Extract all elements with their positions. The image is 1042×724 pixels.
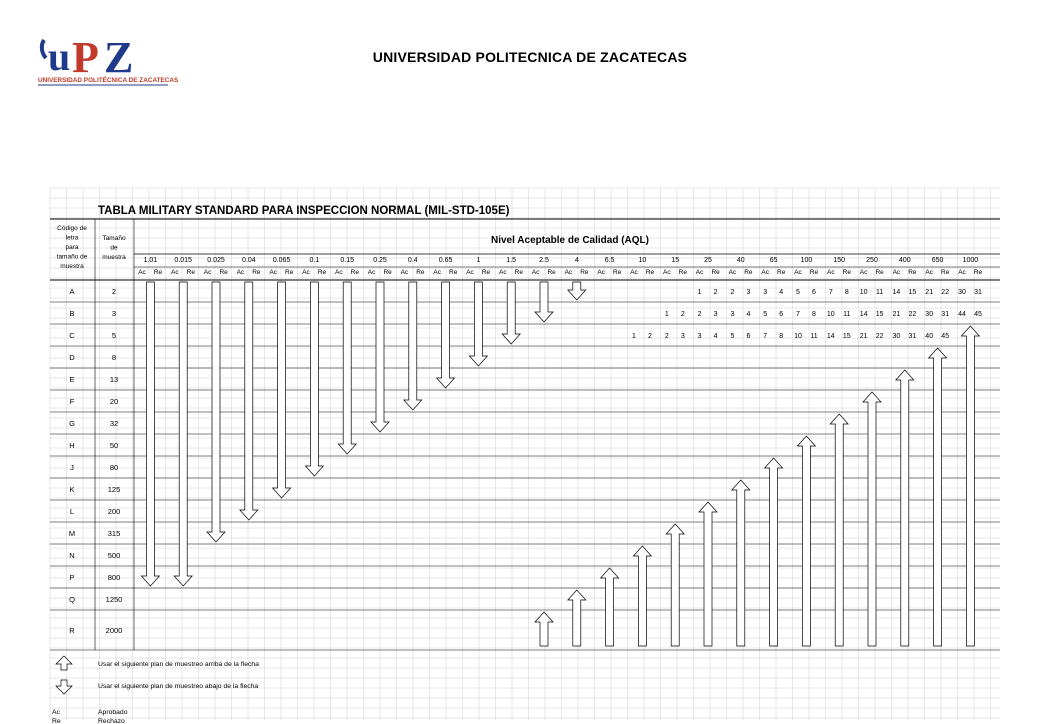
acre-value: 8 xyxy=(779,333,784,340)
aql-level: 6.5 xyxy=(604,257,615,264)
sample-size: 32 xyxy=(109,419,119,428)
aql-level: 1.5 xyxy=(506,257,517,264)
ac-label: Ac xyxy=(597,269,605,276)
ac-label: Ac xyxy=(761,269,769,276)
aql-level: 65 xyxy=(769,257,778,264)
acre-value: 5 xyxy=(763,311,768,318)
re-label: Re xyxy=(547,269,556,276)
sample-size: 200 xyxy=(107,507,121,516)
re-label: Re xyxy=(252,269,261,276)
up-arrow-icon xyxy=(863,392,881,646)
aql-level: 1.01 xyxy=(143,257,158,264)
acre-value: 15 xyxy=(875,311,884,318)
legend-up-text: Usar el siguiente plan de muestreo arriba de la flecha xyxy=(98,661,259,668)
sample-size: 5 xyxy=(111,331,117,340)
re-label: Re xyxy=(153,269,163,276)
table-title: TABLA MILITARY STANDARD PARA INSPECCION NORMAL (MIL-STD-105E) xyxy=(98,205,510,217)
acre-value: 30 xyxy=(958,289,966,296)
re-label: Re xyxy=(350,269,359,276)
up-arrow-icon xyxy=(699,502,717,646)
ac-label: Ac xyxy=(794,269,802,276)
aql-level: 400 xyxy=(898,257,911,264)
acre-value: 22 xyxy=(941,289,950,296)
aql-level: 0.025 xyxy=(207,257,225,264)
acre-value: 45 xyxy=(974,311,982,318)
code-letter: E xyxy=(69,375,75,384)
re-label: Re xyxy=(416,269,425,276)
sample-size: 8 xyxy=(111,353,117,362)
acre-value: 10 xyxy=(794,333,802,340)
acre-value: 6 xyxy=(779,311,784,318)
code-letter: P xyxy=(69,573,75,582)
ac-label: Ac xyxy=(138,269,146,276)
size-header-line: de xyxy=(110,244,118,252)
code-letter: R xyxy=(69,626,75,635)
down-arrow-icon xyxy=(371,282,389,432)
acre-value: 6 xyxy=(746,333,751,340)
aql-level: 0.65 xyxy=(438,257,453,264)
acre-value: 15 xyxy=(842,333,851,340)
acre-value: 44 xyxy=(958,311,966,318)
sample-size: 315 xyxy=(107,529,121,538)
up-arrow-icon xyxy=(830,414,848,646)
acre-value: 11 xyxy=(810,333,818,340)
code-letter: K xyxy=(69,485,75,494)
acre-value: 14 xyxy=(859,311,868,318)
acre-value: 7 xyxy=(796,311,800,318)
code-letter: G xyxy=(69,419,75,428)
ac-label: Ac xyxy=(236,269,245,276)
acre-value: 30 xyxy=(925,311,934,318)
ac-label: Ac xyxy=(925,269,933,276)
code-letter: Q xyxy=(69,595,75,604)
aql-level: 0.4 xyxy=(407,257,418,264)
acre-value: 21 xyxy=(859,333,868,340)
logo-caption: UNIVERSIDAD POLITÉCNICA DE ZACATECAS xyxy=(38,77,179,84)
acre-value: 1 xyxy=(664,311,669,318)
acre-value: 10 xyxy=(826,311,835,318)
acre-value: 22 xyxy=(908,311,917,318)
aql-level: 0.065 xyxy=(272,257,291,264)
aql-level: 1 xyxy=(476,257,481,264)
mil-std-table xyxy=(50,188,1000,724)
acre-value: 4 xyxy=(713,333,718,340)
up-arrow-icon xyxy=(568,590,586,646)
acre-value: 5 xyxy=(730,333,735,340)
aql-level: 150 xyxy=(833,257,846,264)
legend-ac-abbr: Ac xyxy=(52,709,60,716)
acre-value: 7 xyxy=(763,333,768,340)
ac-label: Ac xyxy=(433,269,441,276)
ac-label: Ac xyxy=(400,269,409,276)
code-header-line: para xyxy=(65,244,79,251)
mil-std-table-sheet xyxy=(50,188,1000,724)
acre-value: 2 xyxy=(648,333,652,340)
code-letter: M xyxy=(68,529,76,538)
up-arrow-icon xyxy=(797,436,815,646)
re-label: Re xyxy=(514,269,523,276)
ac-label: Ac xyxy=(695,269,704,276)
acre-value: 11 xyxy=(843,311,851,318)
aql-level: 0.015 xyxy=(174,257,192,264)
sample-size: 13 xyxy=(109,375,119,384)
code-letter: C xyxy=(69,331,75,340)
code-letter: J xyxy=(70,463,74,472)
acre-value: 8 xyxy=(844,289,849,296)
down-arrow-icon xyxy=(502,282,520,344)
down-arrow-icon xyxy=(568,282,586,300)
ac-label: Ac xyxy=(203,269,212,276)
code-letter: F xyxy=(69,397,75,406)
code-header-line: muestra xyxy=(60,263,84,270)
re-label: Re xyxy=(219,269,228,276)
re-label: Re xyxy=(285,269,294,276)
down-arrow-icon xyxy=(56,680,72,694)
aql-level: 1000 xyxy=(962,257,979,264)
acre-value: 21 xyxy=(925,289,934,296)
code-letter: A xyxy=(69,287,75,296)
acre-value: 5 xyxy=(796,289,800,296)
code-header-line: tamaño de xyxy=(56,253,88,261)
svg-text:Z: Z xyxy=(104,33,134,82)
acre-value: 2 xyxy=(697,311,702,318)
ac-label: Ac xyxy=(171,269,179,276)
code-header-line: Código de xyxy=(57,225,87,232)
ac-label: Ac xyxy=(663,269,671,276)
aql-level: 10 xyxy=(638,257,647,264)
sample-size: 800 xyxy=(107,573,121,582)
acre-value: 31 xyxy=(974,289,982,296)
sample-size: 2 xyxy=(111,287,117,296)
aql-level: 0.04 xyxy=(241,257,256,264)
re-label: Re xyxy=(744,269,753,276)
legend-re-meaning: Rechazo xyxy=(98,718,125,724)
sample-size: 125 xyxy=(107,485,121,494)
acre-value: 3 xyxy=(746,289,751,296)
acre-value: 3 xyxy=(680,333,685,340)
sample-size: 3 xyxy=(111,309,117,318)
acre-value: 3 xyxy=(697,333,702,340)
ac-label: Ac xyxy=(367,269,376,276)
acre-value: 6 xyxy=(812,289,816,296)
aql-level: 40 xyxy=(736,257,745,264)
up-arrow-icon xyxy=(666,524,684,646)
legend-ac-meaning: Aprobado xyxy=(98,709,128,716)
up-arrow-icon xyxy=(896,370,914,646)
up-arrow-icon xyxy=(961,326,979,646)
aql-level: 2.5 xyxy=(539,257,549,264)
up-arrow-icon xyxy=(56,656,72,670)
acre-value: 1 xyxy=(632,333,636,340)
re-label: Re xyxy=(908,269,917,276)
ac-label: Ac xyxy=(269,269,277,276)
up-arrow-icon xyxy=(732,480,750,646)
ac-label: Ac xyxy=(958,269,966,276)
re-label: Re xyxy=(941,269,950,276)
acre-value: 2 xyxy=(730,289,735,296)
aql-level: 0.1 xyxy=(309,257,320,264)
code-letter: B xyxy=(69,309,75,318)
legend-re-abbr: Re xyxy=(52,718,61,724)
re-label: Re xyxy=(842,269,851,276)
aql-level: 0.25 xyxy=(373,257,387,264)
re-label: Re xyxy=(613,269,622,276)
acre-value: 14 xyxy=(892,289,901,296)
re-label: Re xyxy=(678,269,687,276)
aql-level: 650 xyxy=(931,257,944,264)
re-label: Re xyxy=(875,269,884,276)
aql-level: 250 xyxy=(866,257,878,264)
aql-level: 25 xyxy=(704,257,712,264)
re-label: Re xyxy=(383,269,392,276)
svg-text:P: P xyxy=(72,33,99,82)
aql-level: 100 xyxy=(800,257,813,264)
code-letter: L xyxy=(69,507,75,516)
ac-label: Ac xyxy=(335,269,343,276)
up-arrow-icon xyxy=(601,568,619,646)
sample-size: 2000 xyxy=(105,626,123,635)
re-label: Re xyxy=(481,269,491,276)
acre-value: 14 xyxy=(826,333,835,340)
ac-label: Ac xyxy=(859,269,868,276)
aql-header: Nivel Aceptable de Calidad (AQL) xyxy=(491,235,649,246)
acre-value: 2 xyxy=(713,289,718,296)
acre-value: 30 xyxy=(892,333,901,340)
acre-value: 21 xyxy=(892,311,901,318)
acre-value: 3 xyxy=(713,311,718,318)
svg-text:u: u xyxy=(48,34,71,79)
acre-value: 4 xyxy=(779,289,784,296)
aql-level: 0.15 xyxy=(340,257,355,264)
university-title: UNIVERSIDAD POLITECNICA DE ZACATECAS xyxy=(372,49,688,65)
ac-label: Ac xyxy=(564,269,573,276)
code-letter: D xyxy=(69,353,75,362)
acre-value: 8 xyxy=(812,311,816,318)
size-header-line: Tamaño xyxy=(102,235,126,242)
acre-value: 7 xyxy=(828,289,833,296)
acre-value: 31 xyxy=(908,333,917,340)
re-label: Re xyxy=(973,269,983,276)
aql-level: 4 xyxy=(574,257,579,264)
down-arrow-icon xyxy=(437,282,455,388)
up-arrow-icon xyxy=(535,612,553,646)
re-label: Re xyxy=(580,269,589,276)
ac-label: Ac xyxy=(630,269,638,276)
acre-value: 15 xyxy=(908,289,917,296)
re-label: Re xyxy=(645,269,655,276)
acre-value: 40 xyxy=(925,333,934,340)
re-label: Re xyxy=(777,269,786,276)
acre-value: 22 xyxy=(875,333,884,340)
acre-value: 4 xyxy=(746,311,751,318)
ac-label: Ac xyxy=(531,269,540,276)
re-label: Re xyxy=(186,269,195,276)
re-label: Re xyxy=(317,269,327,276)
sample-size: 50 xyxy=(109,441,119,450)
sample-size: 80 xyxy=(109,463,119,472)
down-arrow-icon xyxy=(240,282,258,520)
re-label: Re xyxy=(449,269,458,276)
legend-down-text: Usar el siguiente plan de muestreo abajo de la flecha xyxy=(98,683,259,690)
acre-value: 11 xyxy=(875,289,884,296)
ac-label: Ac xyxy=(728,269,737,276)
size-header-line: muestra xyxy=(102,254,126,261)
acre-value: 10 xyxy=(859,289,868,296)
sample-size: 20 xyxy=(109,397,119,406)
down-arrow-icon xyxy=(305,282,323,476)
code-letter: H xyxy=(69,441,75,450)
acre-value: 45 xyxy=(941,333,950,340)
ac-label: Ac xyxy=(499,269,507,276)
ac-label: Ac xyxy=(827,269,835,276)
up-arrow-icon xyxy=(765,458,783,646)
acre-value: 2 xyxy=(664,333,669,340)
acre-value: 31 xyxy=(941,311,950,318)
up-arrow-icon xyxy=(929,348,947,646)
acre-value: 3 xyxy=(763,289,768,296)
acre-value: 3 xyxy=(730,311,735,318)
aql-level: 15 xyxy=(671,257,680,264)
re-label: Re xyxy=(809,269,819,276)
ac-label: Ac xyxy=(302,269,310,276)
sample-size: 500 xyxy=(107,551,121,560)
sample-size: 1250 xyxy=(105,595,123,604)
acre-value: 1 xyxy=(697,289,702,296)
re-label: Re xyxy=(711,269,720,276)
ac-label: Ac xyxy=(466,269,474,276)
ac-label: Ac xyxy=(892,269,901,276)
code-letter: N xyxy=(69,551,75,560)
acre-value: 2 xyxy=(680,311,685,318)
code-header-line: letra xyxy=(65,234,79,242)
up-arrow-icon xyxy=(633,546,651,646)
